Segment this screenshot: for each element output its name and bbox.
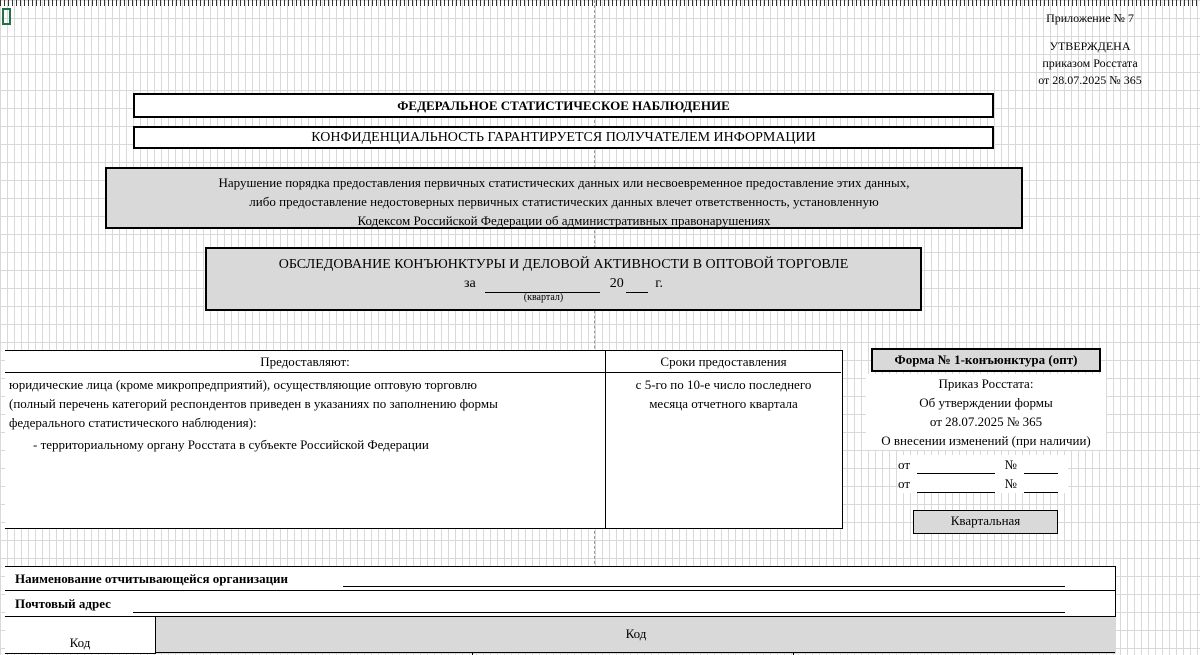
respondents-bullet: - территориальному органу Росстата в субъекте Российской Федерации <box>33 437 429 452</box>
code-label-left: Код <box>69 635 91 650</box>
respondents-text <box>9 375 599 454</box>
period-badge: Квартальная <box>913 510 1058 534</box>
form-order-info <box>866 374 1106 450</box>
respondents-line-2: (полный перечень категорий респондентов приведен в указаниях по заполнению формы <box>9 396 498 411</box>
order-label: приказом Росстата <box>1042 56 1138 70</box>
changes-title: О внесении изменений (при наличии) <box>881 433 1091 448</box>
year-suffix: г. <box>655 276 663 291</box>
survey-period <box>207 274 920 293</box>
liability-warning <box>105 167 1023 229</box>
org-divider-1 <box>5 590 1115 591</box>
deadline-line-1: с 5-го по 10-е число последнего <box>635 377 812 392</box>
no-label-2: № <box>1004 476 1017 491</box>
warning-line-2: либо предоставление недостоверных первичных статистических данных влечет ответственность, установленную <box>249 194 879 209</box>
from-label-1: от <box>898 457 911 472</box>
change-date-field-2[interactable] <box>917 492 995 493</box>
confidentiality-banner: КОНФИДЕНЦИАЛЬНОСТЬ ГАРАНТИРУЕТСЯ ПОЛУЧАТЕЛЕМ ИНФОРМАЦИИ <box>133 126 994 149</box>
postal-address-label: Почтовый адрес <box>15 596 111 611</box>
warning-line-1: Нарушение порядка предоставления первичных статистических данных или несвоевременное предоставление этих данных, <box>218 175 910 190</box>
no-label-1: № <box>1004 457 1017 472</box>
respondents-table <box>5 350 843 529</box>
quarter-hint: (квартал) <box>523 292 564 303</box>
approved-label: УТВЕРЖДЕНА <box>1049 39 1131 53</box>
code-header: Код <box>155 617 1116 654</box>
year-field[interactable] <box>626 292 648 293</box>
approve-title: Об утверждении формы <box>919 395 1053 410</box>
form-number: Форма № 1-конъюнктура (опт) <box>871 348 1101 372</box>
change-number-field-2[interactable] <box>1024 492 1058 493</box>
column-header-strip <box>0 0 1200 6</box>
survey-title: ОБСЛЕДОВАНИЕ КОНЪЮНКТУРЫ И ДЕЛОВОЙ АКТИВНОСТИ В ОПТОВОЙ ТОРГОВЛЕ <box>278 257 849 272</box>
order-date-label: от 28.07.2025 № 365 <box>1038 73 1142 87</box>
respondents-line-1: юридические лица (кроме микропредприятий), осуществляющие оптовую торговлю <box>9 377 477 392</box>
federal-observation-title: ФЕДЕРАЛЬНОЕ СТАТИСТИЧЕСКОЕ НАБЛЮДЕНИЕ <box>133 93 994 118</box>
from-label-2: от <box>898 476 911 491</box>
warning-line-3: Кодексом Российской Федерации об административных правонарушениях <box>357 213 771 228</box>
appendix-label: Приложение № 7 <box>1046 11 1134 25</box>
deadline-text <box>606 375 841 413</box>
deadline-header: Сроки предоставления <box>606 351 841 373</box>
respondents-header: Предоставляют: <box>5 351 605 373</box>
approve-date: от 28.07.2025 № 365 <box>929 414 1043 429</box>
org-name-label: Наименование отчитывающейся организации <box>15 571 289 586</box>
organization-block <box>5 566 1116 654</box>
survey-title-box <box>205 247 922 311</box>
changes-fields <box>898 455 1068 493</box>
year-prefix: 20 <box>609 276 624 291</box>
active-cell-cursor[interactable] <box>2 8 11 25</box>
code-header-bottom <box>155 652 1115 653</box>
order-title: Приказ Росстата: <box>938 376 1034 391</box>
for-label: за <box>464 276 476 291</box>
org-name-field[interactable] <box>343 586 1065 587</box>
respondents-line-3: федерального статистического наблюдения): <box>9 415 257 430</box>
attachment-note <box>1030 10 1150 89</box>
deadline-line-2: месяца отчетного квартала <box>649 396 798 411</box>
postal-address-field[interactable] <box>133 612 1065 613</box>
